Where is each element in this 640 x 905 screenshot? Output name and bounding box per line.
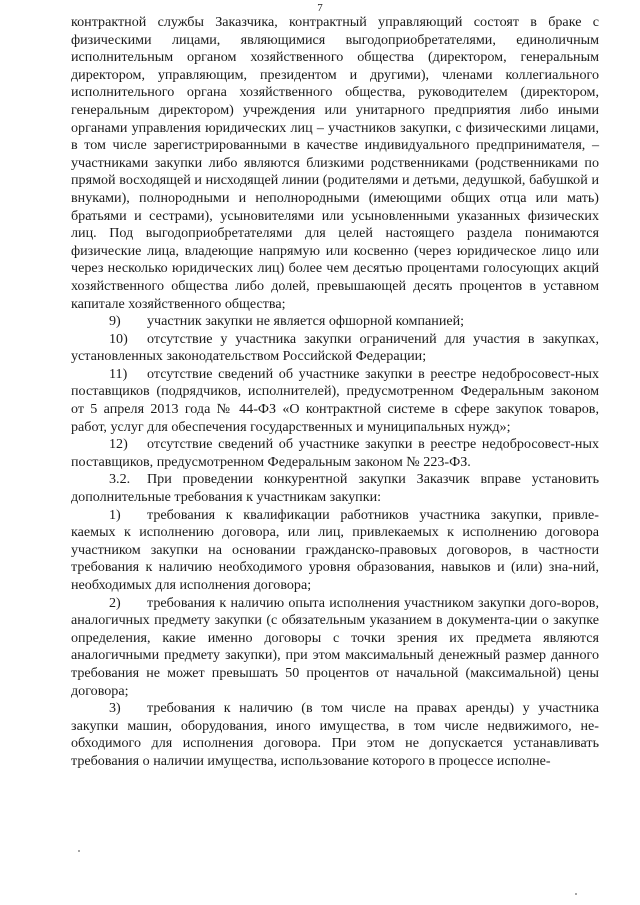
requirements-list-a [71, 313, 599, 471]
page-number: 7 [317, 2, 323, 14]
list-item [71, 507, 599, 595]
item-number: 9) [109, 313, 121, 330]
requirements-list-b [71, 507, 599, 771]
item-text: требования к наличию (в том числе на правах аренды) у участника закупки машин, оборудования, иного имущества, в том числе недвижимого, не-обходимого для исполнения договора. При этом не допускается устанавливать требования о наличии имущества, использование которого в процессе исполне- [71, 700, 599, 769]
continuation-paragraph: контрактной службы Заказчика, контрактный управляющий состоят в браке с физическими лицами, являющимися выгодоприобретателями, единоличным исполнительным органом хозяйственного общества (директором, генеральным директором, управляющим, президентом и другими), членами коллегиального исполнительного органа хозяйственного общества, руководителем (директором, генеральным директором) учреждения или унитарного предприятия либо иными органами управления юридических лиц – участников закупки, с физическими лицами, в том числе зарегистрированными в качестве индивидуального предпринимателя, –участниками закупки либо являются близкими родственниками (родственниками по прямой восходящей и нисходящей линии (родителями и детьми, дедушкой, бабушкой и внуками), полнородными и неполнородными (имеющими общих отца или мать) братьями и сестрами), усыновителями или усыновленными указанных физических лиц. Под выгодоприобретателями для целей настоящего раздела понимаются физические лица, владеющие напрямую или косвенно (через юридическое лицо или через несколько юридических лиц) более чем десятью процентами голосующих акций хозяйственного общества либо долей, превышающей десять процентов в уставном капитале хозяйственного общества; [71, 14, 599, 312]
item-text: отсутствие сведений об участнике закупки в реестре недобросовест-ных поставщиков, предусмотренном Федеральным законом № 223-ФЗ. [71, 436, 599, 470]
section-paragraph [71, 471, 599, 506]
item-text: требования к наличию опыта исполнения участником закупки дого-воров, аналогичных предмету закупки (с обязательным указанием в документа-ции о закупке определения, какие именно договоры с точки зрения их предмета являются аналогичными предмету закупки), при этом максимальный денежный размер данного требования не может превышать 50 процентов от начальной (максимальной) цены договора; [71, 594, 599, 699]
scan-speck [575, 893, 577, 895]
item-text: отсутствие у участника закупки ограничений для участия в закупках, установленных законодательством Российской Федерации; [71, 330, 599, 365]
item-text: требования к квалификации работников участника закупки, привле-каемых к исполнению договора, или лиц, привлекаемых к исполнению договора участником закупки на основании гражданско-правовых договоров, в частности требования к наличию необходимого уровня образования, навыков и (или) зна-ний, необходимых для исполнения договора; [71, 506, 599, 593]
item-text: участник закупки не является офшорной компанией; [147, 313, 465, 330]
item-number: 10) [109, 330, 128, 347]
item-number: 2) [109, 594, 121, 611]
item-number: 3) [109, 700, 121, 717]
list-item [71, 595, 599, 701]
list-item [71, 436, 599, 471]
item-text: отсутствие сведений об участнике закупки в реестре недобросовест-ных поставщиков (подрядчиков, исполнителей), предусмотренном Федеральным законом от 5 апреля 2013 года № 44-ФЗ «О контрактной системе в сфере закупок товаров, работ, услуг для обеспечения государственных и муниципальных нужд»; [71, 365, 599, 435]
section-number: 3.2. [109, 471, 131, 488]
section-text: При проведении конкурентной закупки Заказчик вправе установить дополнительные требования к участникам закупки: [71, 471, 599, 506]
document-body [71, 14, 599, 771]
list-item [71, 700, 599, 770]
list-item [71, 331, 599, 366]
item-number: 12) [109, 436, 128, 453]
scan-speck [78, 850, 80, 852]
list-item [71, 366, 599, 436]
list-item [71, 313, 599, 331]
item-number: 11) [109, 365, 128, 382]
item-number: 1) [109, 506, 121, 523]
